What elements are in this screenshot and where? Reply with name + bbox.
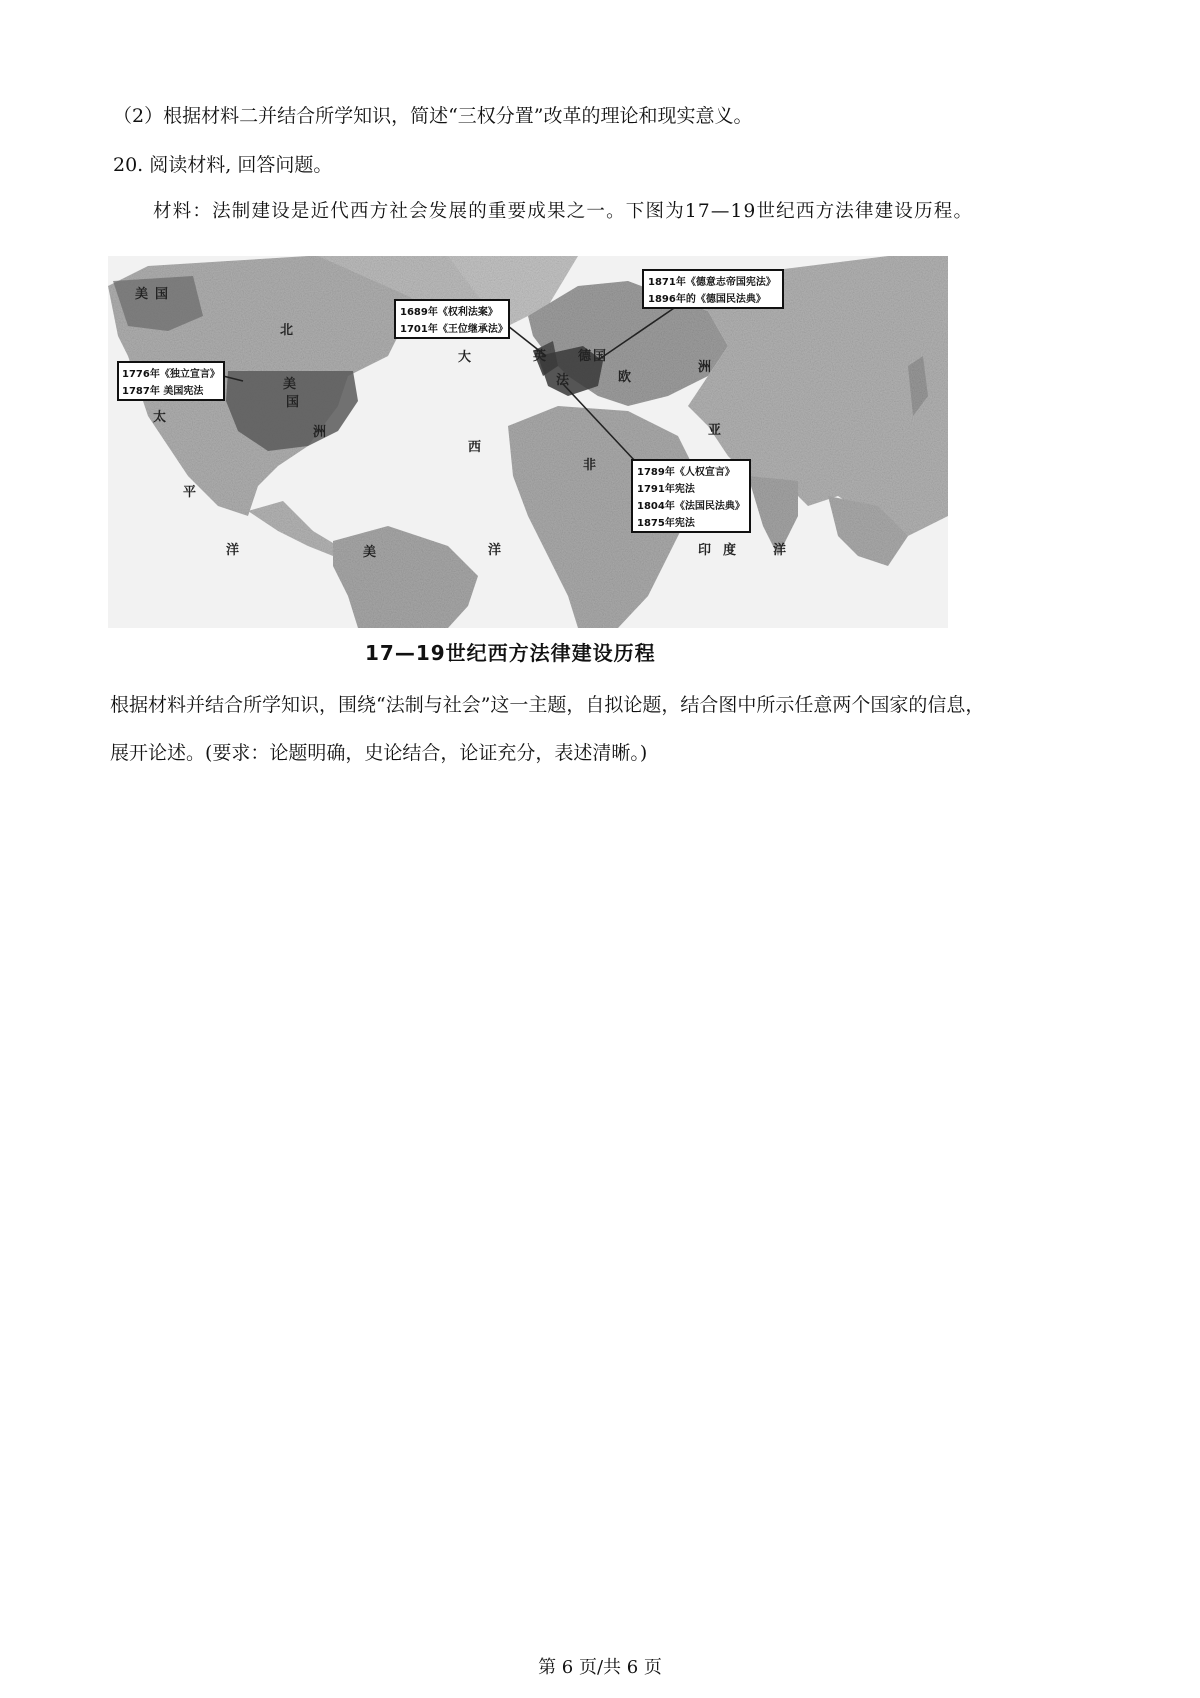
question-2-text: （2）根据材料二并结合所学知识，简述“三权分置”改革的理论和现实意义。	[113, 105, 753, 127]
geo-label-tai: 太	[153, 410, 167, 425]
geo-label-ya: 亚	[708, 423, 722, 438]
geo-label-de: 德	[578, 349, 592, 364]
geo-label-xi: 西	[468, 440, 482, 455]
question-20-title: 20. 阅读材料, 回答问题。	[113, 154, 333, 176]
france-line-1: 1789年《人权宣言》	[637, 467, 735, 478]
geo-label-mei-usa: 美	[283, 377, 297, 392]
britain-line-1: 1689年《权利法案》	[400, 307, 498, 318]
geo-label-bei: 北	[280, 323, 294, 338]
task-text-line-1: 根据材料并结合所学知识，围绕“法制与社会”这一主题，自拟论题，结合图中所示任意两个国家的信息，	[110, 694, 985, 716]
geo-label-ping: 平	[183, 485, 197, 500]
usa-line-2: 1787年 美国宪法	[122, 386, 204, 397]
geo-label-yin: 印	[698, 543, 712, 558]
geo-label-yang-in: 洋	[773, 543, 787, 558]
geo-label-guo-alaska: 国	[155, 287, 169, 302]
geo-label-guo-de: 国	[593, 349, 607, 364]
geo-label-ou: 欧	[618, 370, 632, 385]
geo-label-fei: 非	[583, 458, 597, 473]
france-line-4: 1875年宪法	[637, 518, 695, 529]
france-line-3: 1804年《法国民法典》	[637, 501, 745, 512]
britain-line-2: 1701年《王位继承法》	[400, 324, 508, 335]
britain-box	[395, 300, 509, 338]
france-box	[632, 460, 750, 532]
geo-label-zhou-na: 洲	[313, 425, 327, 440]
usa-line-1: 1776年《独立宣言》	[122, 369, 220, 380]
material-text: 材料：法制建设是近代西方社会发展的重要成果之一。下图为17—19世纪西方法律建设历程。	[153, 201, 974, 222]
germany-line-2: 1896年的《德国民法典》	[648, 294, 766, 305]
map-caption: 17—19世纪西方法律建设历程	[365, 641, 656, 665]
geo-label-mei-alaska: 美	[135, 287, 149, 302]
geo-label-guo-usa: 国	[286, 395, 300, 410]
usa-box	[118, 362, 224, 400]
geo-label-yang: 洋	[226, 543, 240, 558]
germany-line-1: 1871年《德意志帝国宪法》	[648, 277, 776, 288]
page-footer: 第 6 页/共 6 页	[538, 1657, 662, 1678]
geo-label-da: 大	[458, 350, 472, 365]
geo-label-zhou-eu: 洲	[698, 360, 712, 375]
france-line-2: 1791年宪法	[637, 484, 695, 495]
geo-label-fa: 法	[556, 373, 570, 388]
geo-label-du: 度	[723, 543, 737, 558]
geo-label-mei: 美	[363, 545, 377, 560]
germany-box	[643, 270, 783, 308]
task-text-line-2: 展开论述。(要求：论题明确，史论结合，论证充分，表述清晰。)	[110, 742, 648, 764]
geo-label-yang-at: 洋	[488, 543, 502, 558]
geo-label-ying: 英	[533, 349, 547, 364]
world-law-map	[108, 256, 948, 628]
